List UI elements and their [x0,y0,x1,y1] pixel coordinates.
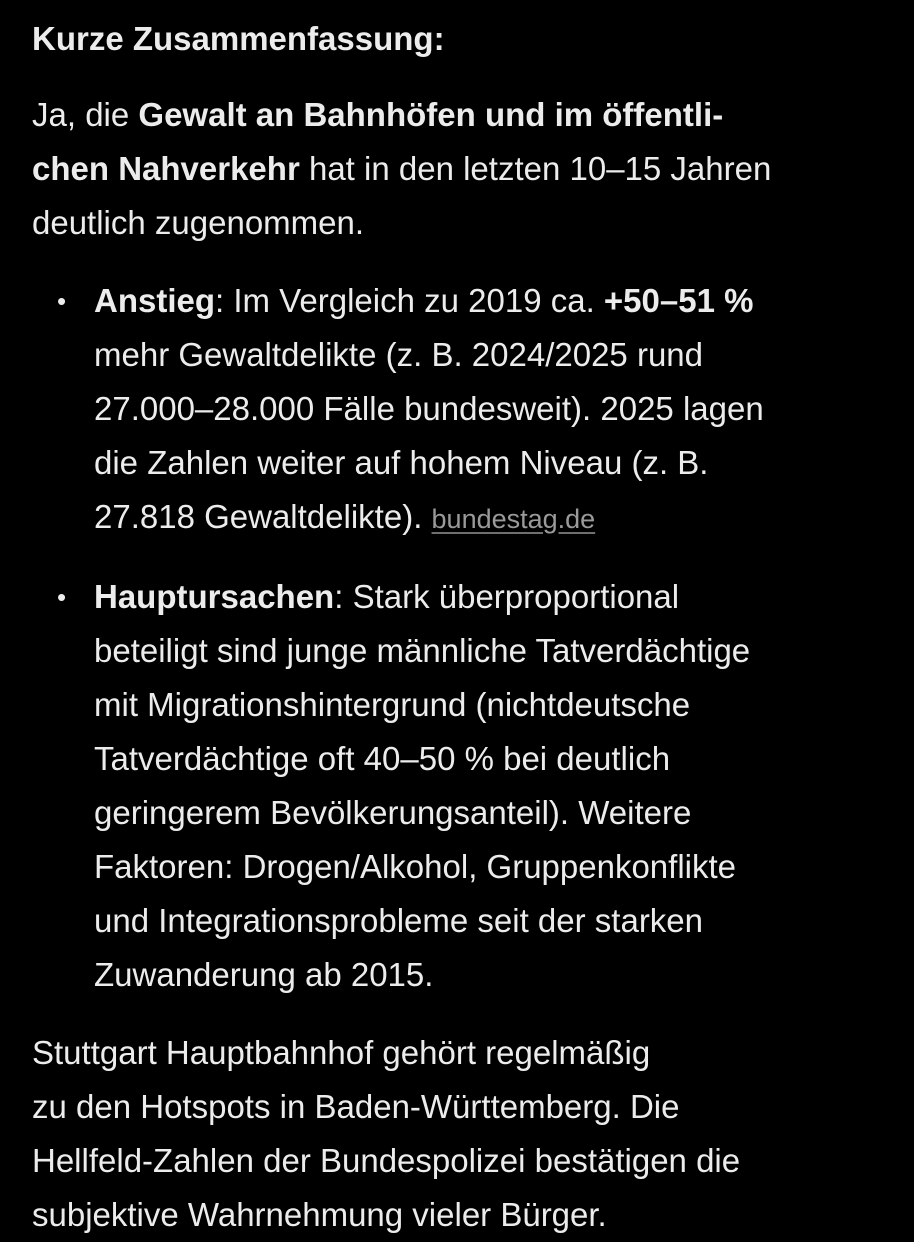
bullet-text: und Integrationsprobleme seit der starken [94,902,704,939]
bullet-text: Faktoren: Drogen/Alkohol, Gruppenkonflikte [94,848,737,885]
closing-line: zu den Hotspots in Baden-Württemberg. Die [32,1088,680,1125]
bullet-item-hauptursachen [32,570,886,1002]
intro-post-2: deutlich zugenommen. [32,204,365,241]
summary-heading: Kurze Zusammenfassung: [32,20,445,57]
bullet-item-anstieg [32,274,886,546]
bullet-text: Stark überproportional [352,578,680,615]
intro-pre: Ja, die [32,96,139,133]
bullet-text: mehr Gewaltdelikte (z. B. 2024/2025 rund [94,336,704,373]
bullet-title-anstieg: Anstieg [94,282,216,319]
bullet-dot-icon: • [57,582,67,612]
bullet-title-hauptursachen: Hauptursachen [94,578,335,615]
bullet-text: 27.000–28.000 Fälle bundesweit). 2025 lagen [94,390,764,427]
bullet-colon: : [334,578,353,615]
intro-bold-1: Gewalt an Bahnhöfen und im öffentli- [138,96,724,133]
closing-line: Stuttgart Hauptbahnhof gehört regelmäßig [32,1034,651,1071]
bullet-text: mit Migrationshintergrund (nichtdeutsche [94,686,691,723]
bullet-text: 27.818 Gewaltdelikte). [94,498,432,535]
bullet-list [32,274,886,1002]
source-link-bundestag[interactable]: bundestag.de [431,504,596,534]
bullet-text: Tatverdächtige oft 40–50 % bei deutlich [94,740,671,777]
bullet-text: Zuwanderung ab 2015. [94,956,434,993]
bullet-text: die Zahlen weiter auf hohem Niveau (z. B. [94,444,709,481]
closing-paragraph [32,1026,886,1242]
closing-line: subjektive Wahrnehmung vieler Bürger. [32,1196,607,1233]
intro-post-1: hat in den letzten 10–15 Jahren [299,150,772,187]
bullet-text: geringerem Bevölkerungsanteil). Weitere [94,794,692,831]
bullet-text: Im Vergleich zu 2019 ca. [233,282,604,319]
intro-bold-2: chen Nahverkehr [32,150,300,187]
bullet-colon: : [215,282,234,319]
bullet-bold-value: +50–51 % [603,282,754,319]
bullet-text: beteiligt sind junge männliche Tatverdächtige [94,632,751,669]
closing-line: Hellfeld-Zahlen der Bundespolizei bestätigen die [32,1142,741,1179]
bullet-dot-icon: • [57,286,67,316]
intro-paragraph [32,88,886,250]
